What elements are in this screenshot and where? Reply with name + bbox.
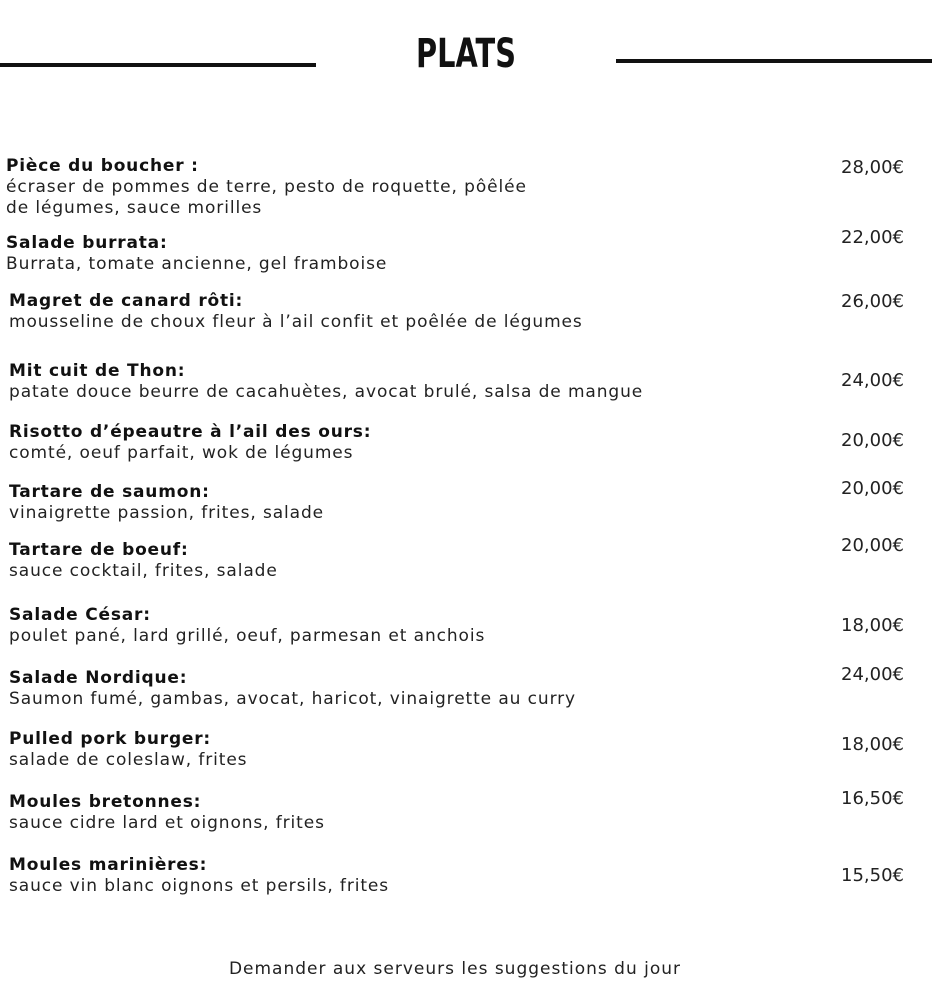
dish-description: poulet pané, lard grillé, oeuf, parmesan et anchois bbox=[9, 626, 486, 646]
dish-description-line-2: de légumes, sauce morilles bbox=[6, 198, 263, 218]
header-rule-right bbox=[616, 59, 932, 63]
dish-name: Salade burrata: bbox=[6, 233, 168, 253]
dish-description bbox=[6, 177, 766, 219]
dish-price: 28,00€ bbox=[841, 157, 904, 178]
dish-description: sauce cidre lard et oignons, frites bbox=[9, 813, 325, 833]
dish-description: patate douce beurre de cacahuètes, avocat brulé, salsa de mangue bbox=[9, 382, 644, 402]
menu-item-pulled-pork-burger bbox=[9, 729, 769, 771]
dish-description: Burrata, tomate ancienne, gel framboise bbox=[6, 254, 388, 274]
dish-price: 20,00€ bbox=[841, 478, 904, 499]
dish-name: Moules marinières: bbox=[9, 855, 208, 875]
dish-description: Saumon fumé, gambas, avocat, haricot, vinaigrette au curry bbox=[9, 689, 577, 709]
menu-item-tartare-de-boeuf bbox=[9, 540, 769, 582]
dish-name: Salade César: bbox=[9, 605, 151, 625]
dish-name: Pulled pork burger: bbox=[9, 729, 212, 749]
dish-description-line-1: écraser de pommes de terre, pesto de roquette, pôêlée bbox=[6, 177, 527, 197]
dish-description: mousseline de choux fleur à l’ail confit et poêlée de légumes bbox=[9, 312, 583, 332]
dish-price: 18,00€ bbox=[841, 734, 904, 755]
dish-price: 24,00€ bbox=[841, 664, 904, 685]
dish-name: Tartare de boeuf: bbox=[9, 540, 189, 560]
dish-price: 16,50€ bbox=[841, 788, 904, 809]
footer-note: Demander aux serveurs les suggestions du jour bbox=[228, 959, 682, 979]
dish-price: 26,00€ bbox=[841, 291, 904, 312]
dish-description: comté, oeuf parfait, wok de légumes bbox=[9, 443, 354, 463]
dish-name: Pièce du boucher : bbox=[6, 156, 199, 176]
menu-item-moules-bretonnes bbox=[9, 792, 769, 834]
menu-item-magret-de-canard bbox=[9, 291, 769, 333]
dish-price: 15,50€ bbox=[841, 865, 904, 886]
menu-item-salade-nordique bbox=[9, 668, 769, 710]
dish-price: 20,00€ bbox=[841, 430, 904, 451]
dish-description: sauce cocktail, frites, salade bbox=[9, 561, 278, 581]
menu-item-tartare-de-saumon bbox=[9, 482, 769, 524]
dish-price: 24,00€ bbox=[841, 370, 904, 391]
dish-description: salade de coleslaw, frites bbox=[9, 750, 248, 770]
menu-item-salade-cesar bbox=[9, 605, 769, 647]
menu-item-salade-burrata bbox=[6, 233, 766, 275]
dish-name: Mit cuit de Thon: bbox=[9, 361, 186, 381]
dish-price: 22,00€ bbox=[841, 227, 904, 248]
dish-description: sauce vin blanc oignons et persils, frites bbox=[9, 876, 390, 896]
menu-item-moules-marinieres bbox=[9, 855, 769, 897]
dish-description: vinaigrette passion, frites, salade bbox=[9, 503, 325, 523]
dish-name: Magret de canard rôti: bbox=[9, 291, 244, 311]
dish-name: Salade Nordique: bbox=[9, 668, 188, 688]
dish-price: 18,00€ bbox=[841, 615, 904, 636]
page-title: PLATS bbox=[416, 31, 516, 77]
menu-item-piece-du-boucher bbox=[6, 156, 766, 219]
dish-name: Risotto d’épeautre à l’ail des ours: bbox=[9, 422, 372, 442]
dish-name: Tartare de saumon: bbox=[9, 482, 210, 502]
menu-item-mi-cuit-de-thon bbox=[9, 361, 769, 403]
menu-item-risotto bbox=[9, 422, 769, 464]
dish-name: Moules bretonnes: bbox=[9, 792, 202, 812]
dish-price: 20,00€ bbox=[841, 535, 904, 556]
